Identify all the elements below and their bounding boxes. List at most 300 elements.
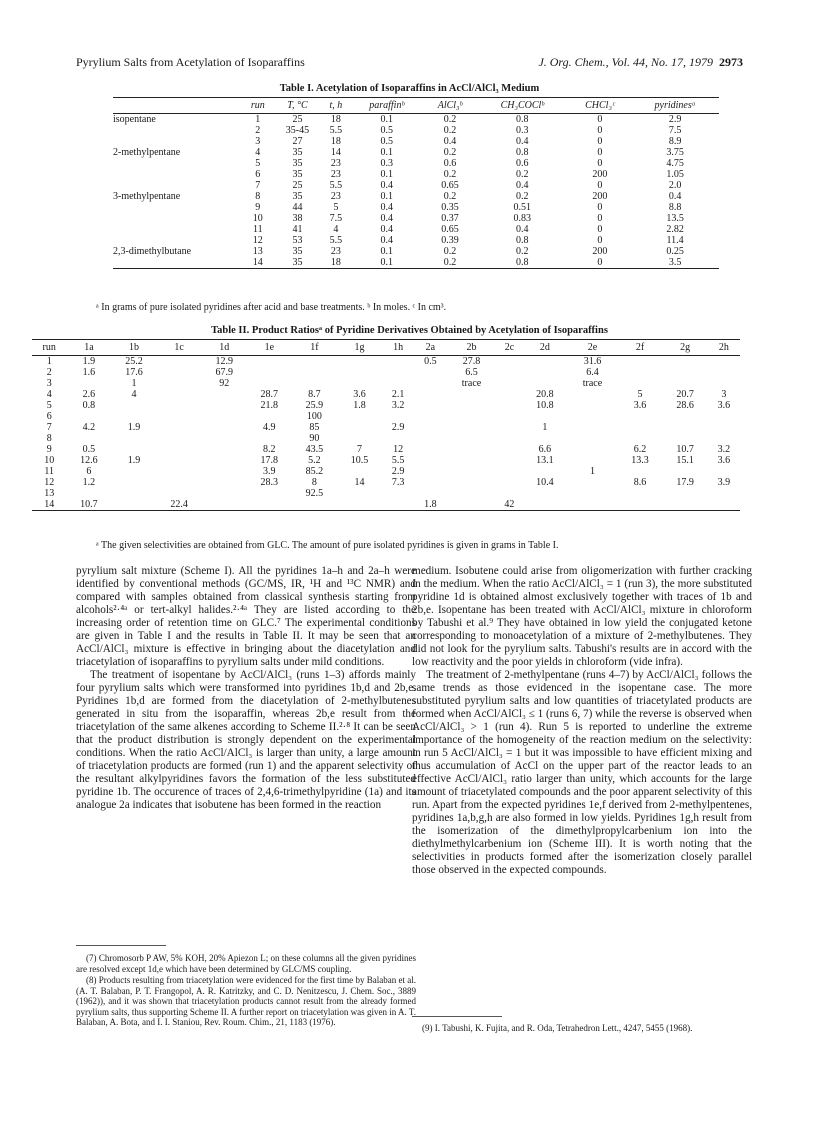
table2-cell [522, 466, 567, 477]
table1-footnote: ᵃ In grams of pure isolated pyridines after acid and base treatments. ᵇ In moles. ᶜ In cm³. [96, 302, 447, 313]
table1-cell: 0.4 [380, 180, 393, 191]
table2-cell [567, 411, 617, 422]
table2-cell: 6.2 [633, 444, 647, 455]
table2-cell: 5 [637, 389, 643, 400]
table2-cell: 92.5 [305, 488, 324, 499]
table2-cell: 90 [309, 433, 320, 444]
table1-cell: 11.4 [666, 235, 684, 246]
table1-cell: 7 [255, 180, 261, 191]
table2-cell [157, 400, 202, 411]
table1-row [113, 125, 719, 136]
table2-cell [157, 422, 202, 433]
table2-cell [247, 367, 292, 378]
table1-cell: 0.1 [380, 147, 393, 158]
table2-row [32, 488, 740, 499]
table2-cell [708, 422, 740, 433]
table2-row [32, 455, 740, 466]
table2-cell: 13.3 [631, 455, 649, 466]
table1-cell: 0.1 [380, 191, 393, 202]
table2-header-cell: 2c [504, 342, 515, 353]
table1-cell: 0.2 [516, 191, 529, 202]
table2-cell [446, 411, 496, 422]
paragraph: The treatment of isopentane by AcCl/AlCl₃ (runs 1–3) affords mainly four pyrylium salts which were transformed into pyridines 1b,d and 2b,e. Pyridines 1b,d are formed from the diacetylation of 2-methylbutenes generated in situ from the isoparaffin, whereas 2b,e result from the triacetylation of the same alkenes according to Scheme II.²·⁸ It can be seen that the product distribution is strongly dependent on the experimental conditions. When the ratio AcCl/AlCl₃ is larger than unity, a large amount of triacetylation products are formed (run 1) and the apparent selectivity of the resultant alkylpyridines favors the formation of the less substituted pyridine 1b. The occurence of traces of 2,4,6-trimethylpyridine (1a) and its analogue 2a indicates that isobutene has been formed in the reaction [76, 669, 416, 811]
table1-header-cell [113, 98, 243, 114]
table2-cell: 3.6 [353, 389, 366, 400]
table1-body [113, 114, 719, 269]
table2-cell: 13.1 [536, 455, 554, 466]
table2-cell: 3.9 [717, 477, 731, 488]
table2-cell [157, 367, 202, 378]
table2-cell: 7.3 [391, 477, 405, 488]
table2-cell: 3.9 [263, 466, 276, 477]
table2-cell [157, 488, 202, 499]
table1-cell: 18 [330, 136, 341, 147]
table1-cell: 6 [255, 169, 261, 180]
table1-cell: 0.2 [443, 169, 457, 180]
table2-cell: 12.6 [80, 455, 98, 466]
table1-cell: 14 [330, 147, 341, 158]
table2-header-cell: 2f [635, 342, 645, 353]
table1-cell: 0 [597, 224, 603, 235]
table2-cell [157, 444, 202, 455]
table1-cell: 0 [597, 147, 603, 158]
table2-cell [497, 378, 523, 389]
table1-row [113, 180, 719, 191]
table2-cell [202, 422, 247, 433]
table2-cell [414, 455, 446, 466]
table2-cell [382, 367, 414, 378]
table2-header-cell: run [42, 342, 56, 353]
table2-row [32, 466, 740, 477]
table2-cell [247, 356, 292, 368]
table1-cell: 0.4 [380, 224, 393, 235]
table2-cell: 25.2 [125, 356, 143, 367]
table2-cell: 12.9 [215, 356, 233, 367]
table2-row [32, 356, 740, 368]
body-column-right [412, 565, 752, 877]
table2-cell [497, 389, 523, 400]
table2-cell: 85 [309, 422, 320, 433]
table2-cell [157, 356, 202, 368]
table2-cell: 0.5 [82, 444, 96, 455]
table2-cell [708, 378, 740, 389]
table1-cell: 0.39 [441, 235, 459, 246]
table1-cell: 35 [292, 158, 303, 169]
footnotes-right [412, 1023, 752, 1035]
table2-body [32, 356, 740, 511]
table2-cell: 42 [504, 499, 515, 510]
table2-cell: 13 [44, 488, 55, 499]
table1-cell: 5.5 [329, 235, 343, 246]
table1-paraffin-cell [113, 169, 243, 180]
table1-paraffin-cell [113, 257, 243, 269]
table1-cell: 1.05 [666, 169, 684, 180]
table2-cell [497, 477, 523, 488]
table1-cell: 0.2 [443, 147, 457, 158]
table2-cell: 1.8 [424, 499, 437, 510]
table2-cell [111, 466, 156, 477]
table2-cell [446, 444, 496, 455]
paragraph: pyrylium salt mixture (Scheme I). All the pyridines 1a–h and 2a–h were identified by conventional methods (GC/MS, IR, ¹H and ¹³C NMR) and compared with samples obtained from classical synthesis starting from alcohols²·⁴ᵃ or tert-alkyl halides.²·⁴ᵃ They are listed according to the increasing order of retention time on GLC.⁷ The experimental conditions are given in Table I and the results in Table II. It may be seen that an AcCl/AlCl₃ mixture is effective in bringing about the diacetylation and triacetylation of isoparaffins to pyrylium salts under mild conditions. [76, 565, 416, 668]
table2-cell [202, 455, 247, 466]
table2-cell: 10.5 [350, 455, 369, 466]
table2-cell: 14 [44, 499, 55, 510]
table2-cell: 1.6 [82, 367, 96, 378]
table2-cell [522, 499, 567, 511]
table2-cell: 17.6 [125, 367, 143, 378]
table2-cell [522, 433, 567, 444]
table2-row [32, 422, 740, 433]
table2-cell [292, 499, 337, 511]
table2-cell: 31.6 [583, 356, 602, 367]
table2-header-row [32, 340, 740, 356]
table1-cell: 0 [597, 180, 603, 191]
running-head-journal [538, 55, 743, 70]
table1-caption: Table I. Acetylation of Isoparaffins in AcCl/AlCl₃ Medium [279, 83, 540, 94]
table1-cell: 0.2 [443, 246, 457, 257]
table2-cell: 7 [356, 444, 362, 455]
table1-cell: 35 [292, 191, 303, 202]
table2-cell [497, 411, 523, 422]
table1-paraffin-cell: 2,3-dimethylbutane [113, 246, 192, 257]
table2-cell: 1.9 [82, 356, 96, 367]
table2-cell [337, 411, 382, 422]
journal-citation: J. Org. Chem., Vol. 44, No. 17, 1979 [538, 55, 713, 69]
table2-cell [337, 433, 382, 444]
table1-cell: 41 [292, 224, 303, 235]
table1-cell: 18 [330, 257, 341, 268]
table2-cell [111, 400, 156, 411]
table2-cell: 1.9 [127, 455, 141, 466]
table2-cell [522, 356, 567, 368]
table2-cell: 5.5 [391, 455, 405, 466]
table2-cell [337, 356, 382, 368]
table2-cell [111, 411, 156, 422]
table2-cell: 1.2 [82, 477, 96, 488]
table2-cell [414, 444, 446, 455]
footnote: (9) I. Tabushi, K. Fujita, and R. Oda, Tetrahedron Lett., 4247, 5455 (1968). [422, 1023, 693, 1033]
table1-cell: 0.6 [516, 158, 529, 169]
table1-cell: 2.82 [666, 224, 684, 235]
table2-cell [414, 389, 446, 400]
table2-cell [337, 466, 382, 477]
table1-cell: 0.2 [443, 114, 457, 125]
table2-cell [708, 499, 740, 511]
table2-caption: Table II. Product Ratiosᵃ of Pyridine Derivatives Obtained by Acetylation of Isoparaffins [211, 325, 608, 336]
table1-cell: 35 [292, 147, 303, 158]
table1-cell: 0 [597, 114, 603, 125]
table1-row [113, 147, 719, 158]
table2-cell [111, 488, 156, 499]
table1-cell: 4 [333, 224, 339, 235]
table1-paraffin-cell: 3-methylpentane [113, 191, 181, 202]
table2-cell [414, 422, 446, 433]
table2-cell [414, 488, 446, 499]
page-number: 2973 [719, 55, 743, 69]
table2-cell: 9 [46, 444, 52, 455]
table1-cell: 200 [592, 191, 608, 202]
table1-cell: 0.8 [516, 235, 529, 246]
table2-cell: 12 [393, 444, 404, 455]
table2-cell [414, 378, 446, 389]
table1-cell: 0.51 [513, 202, 532, 213]
table2-cell: 3.2 [391, 400, 405, 411]
table2-cell [663, 466, 708, 477]
table2-cell: 3.6 [633, 400, 647, 411]
table2-cell [497, 356, 523, 368]
table1-cell: 12 [252, 235, 263, 246]
table2-cell: 3 [721, 389, 727, 400]
table2-cell: 28.6 [676, 400, 694, 411]
table1-paraffin-cell [113, 180, 243, 191]
table1-cell: 35-45 [285, 125, 310, 136]
table2-header-cell: 2d [539, 342, 550, 353]
table2-cell [157, 378, 202, 389]
table2-header-cell: 1h [393, 342, 404, 353]
table2-cell [497, 422, 523, 433]
table2-cell [617, 433, 662, 444]
table2-row [32, 400, 740, 411]
table1-cell: 0.3 [380, 158, 393, 169]
table1-cell: 2 [255, 125, 261, 136]
table2-cell [382, 356, 414, 368]
table2-cell: 2.6 [82, 389, 96, 400]
table1-cell: 0.65 [441, 180, 459, 191]
table2-cell: 85.2 [305, 466, 324, 477]
table2-cell [247, 433, 292, 444]
table2-cell: 1 [46, 356, 52, 367]
table2-cell [66, 378, 111, 389]
table2-cell [382, 488, 414, 499]
table1-row [113, 235, 719, 246]
table2-cell: 6 [86, 466, 92, 477]
table2-cell [202, 466, 247, 477]
table2-header-cell: 1c [174, 342, 184, 353]
table1-cell: 8.9 [668, 136, 682, 147]
table2-cell [446, 477, 496, 488]
table1-cell: 0.4 [516, 224, 529, 235]
table1-cell: 0 [597, 213, 603, 224]
table1-cell: 8.8 [668, 202, 682, 213]
table2-cell [292, 367, 337, 378]
table2-cell [497, 466, 523, 477]
table1-cell: 0.1 [380, 257, 393, 268]
table1-cell: 0.8 [516, 257, 529, 268]
table2-cell: 10.8 [536, 400, 554, 411]
table1-cell: 9 [255, 202, 261, 213]
table2-cell [202, 499, 247, 511]
table2-cell [111, 433, 156, 444]
table1-cell: 2.9 [668, 114, 682, 125]
table2-cell [663, 499, 708, 511]
table2-cell: 2 [46, 367, 52, 378]
table1-cell: 7.5 [668, 125, 682, 136]
table2-cell [617, 466, 662, 477]
table2-cell [567, 499, 617, 511]
table2-cell [247, 488, 292, 499]
table1-cell: 0.8 [516, 147, 529, 158]
table2-cell [708, 411, 740, 422]
table2-cell: 4.9 [263, 422, 276, 433]
table2-header-cell: 2a [425, 342, 436, 353]
table2-cell [414, 411, 446, 422]
table2-cell [663, 488, 708, 499]
table1-paraffin-cell: isopentane [113, 114, 156, 125]
table2-cell [617, 499, 662, 511]
table2-cell [337, 422, 382, 433]
table2-cell [663, 356, 708, 368]
table2-cell [337, 367, 382, 378]
paragraph: The treatment of 2-methylpentane (runs 4–7) by AcCl/AlCl₃ follows the same trends as those evidenced in the isopentane case. The more substituted pyrylium salts and low quantities of triacetylated products are formed when AcCl/AlCl₃ ≤ 1 (runs 6, 7) while the reverse is observed when AcCl/AlCl₃ > 1 (run 4). Run 5 is reported to underline the extreme importance of the homogeneity of the reaction medium on the selectivity: in run 5 AcCl/AlCl₃ = 1 but it was impossible to have efficient mixing and thus accumulation of AcCl on the upper part of the reactor leads to an effective AcCl/AlCl₃ ratio larger than unity, which accounts for the large amount of triacetylated compounds and the poor apparent selectivity of this run. Apart from the expected pyridines 1e,f derived from 2-methylpentenes, pyridines 1a,b,g,h are also formed in low yields. Pyridines 1g,h result from the isomerization of the dimethylpropylcarbenium ion into the diethylmethylcarbenium ion (Scheme III). It is worth noting that the selectivities in products formed after the isomerization closely parallel those observed in the expected compounds. [412, 669, 752, 876]
table2-cell [446, 400, 496, 411]
table1-row [113, 213, 719, 224]
table1-cell: 35 [292, 169, 303, 180]
table1-cell: 53 [292, 235, 303, 246]
table2-cell [202, 433, 247, 444]
table2-cell [567, 400, 617, 411]
table1-cell: 2.0 [668, 180, 682, 191]
table2-cell [446, 422, 496, 433]
table1-cell: 23 [330, 158, 341, 169]
table1-paraffin-cell [113, 235, 243, 246]
table2-cell [708, 466, 740, 477]
table2-cell [414, 400, 446, 411]
table1-cell: 0 [597, 136, 603, 147]
table2-cell: 6 [46, 411, 52, 422]
table2-cell: 22.4 [170, 499, 188, 510]
table2-cell [446, 466, 496, 477]
table1-cell: 0 [597, 202, 603, 213]
table2-cell [157, 411, 202, 422]
table1-cell: 3 [255, 136, 261, 147]
table1-cell: 27 [292, 136, 303, 147]
table2-row [32, 499, 740, 511]
table1-cell: 5 [255, 158, 261, 169]
table2-cell: 4 [131, 389, 137, 400]
table1-cell: 0.5 [380, 125, 393, 136]
table2-cell: 67.9 [215, 367, 233, 378]
table1-cell: 0.4 [380, 202, 393, 213]
table2-cell: 11 [44, 466, 54, 477]
table2-cell: trace [461, 378, 482, 389]
table1-cell: 0.35 [441, 202, 459, 213]
table2-cell: 10.4 [536, 477, 554, 488]
table1-cell: 0.2 [443, 125, 457, 136]
table1-header-cell: AlCl₃ᵇ [437, 100, 463, 111]
table1-header-cell: T, °C [287, 100, 308, 111]
table2-cell: 7 [46, 422, 52, 433]
table1-header-cell: t, h [329, 100, 343, 111]
table2-row [32, 477, 740, 488]
table2-cell: 28.7 [260, 389, 279, 400]
table2-cell [202, 400, 247, 411]
table1-cell: 5.5 [329, 125, 343, 136]
table2-cell [382, 499, 414, 511]
table1-header-cell: paraffinᵇ [369, 100, 405, 111]
footnote-rule [412, 1016, 502, 1017]
table2-cell: 10.7 [676, 444, 694, 455]
table2-cell [382, 411, 414, 422]
table2-cell: 6.5 [465, 367, 478, 378]
table1-cell: 0 [597, 235, 603, 246]
table2-cell [497, 444, 523, 455]
table2-cell [663, 367, 708, 378]
table2-cell: 8 [46, 433, 52, 444]
table2-cell: 8.7 [308, 389, 321, 400]
table1-cell: 23 [330, 169, 341, 180]
table1-row [113, 202, 719, 213]
table2-cell: 6.6 [538, 444, 552, 455]
table1-row [113, 191, 719, 202]
table2-cell [446, 499, 496, 511]
table2-cell [567, 389, 617, 400]
table1-paraffin-cell [113, 202, 243, 213]
table1-paraffin-cell [113, 136, 243, 147]
table2-cell [522, 378, 567, 389]
table2-row [32, 444, 740, 455]
table2-cell [446, 488, 496, 499]
table2-cell: 4.2 [82, 422, 96, 433]
table2-cell [708, 367, 740, 378]
table2-cell [567, 455, 617, 466]
table2-cell [111, 499, 156, 511]
table2-row [32, 367, 740, 378]
table2-cell [157, 433, 202, 444]
body-column-left [76, 565, 416, 812]
table1-row [113, 158, 719, 169]
table1-cell: 23 [330, 246, 341, 257]
table2-cell [337, 378, 382, 389]
table2-cell [414, 477, 446, 488]
table1-cell: 0.4 [516, 180, 529, 191]
table1-cell: 11 [252, 224, 263, 235]
table2-cell: 1 [542, 422, 548, 433]
table2-header-cell: 1d [219, 342, 230, 353]
table2-header-cell: 2b [466, 342, 477, 353]
table2-cell: 10.7 [80, 499, 98, 510]
table1-cell: 8 [255, 191, 261, 202]
table2-cell: 8.6 [633, 477, 647, 488]
footnote: (8) Products resulting from triacetylation were evidenced for the first time by Balaban et al. (A. T. Balaban, P. T. Frangopol, A. R. Katritzky, and C. D. Nenitzescu, J. Chem. Soc., 3889 (1962)), and it was shown that triacetylation products cannot result from the already formed pyrylium salts, thus supporting Scheme II. A further report on triacetylation was given in A. T. Balaban, A. Bota, and I. I. Staniou, Rev. Roum. Chim., 21, 1183 (1976). [76, 975, 416, 1027]
table1-cell: 18 [330, 114, 341, 125]
table1-cell: 0.2 [516, 246, 529, 257]
table2-cell [202, 488, 247, 499]
table2-cell [446, 389, 496, 400]
table2-cell [497, 455, 523, 466]
table1-cell: 0.25 [666, 246, 684, 257]
table2-cell [414, 433, 446, 444]
table2-cell [708, 488, 740, 499]
table2-cell [66, 488, 111, 499]
table1-row [113, 169, 719, 180]
table2-cell [522, 411, 567, 422]
table1-cell: 0.1 [380, 114, 393, 125]
table1-header-cell: pyridinesᵃ [654, 100, 696, 111]
table2-cell [497, 367, 523, 378]
table1-paraffin-cell [113, 224, 243, 235]
table2-cell [202, 411, 247, 422]
table2-cell: 3.2 [717, 444, 731, 455]
table2-cell [663, 433, 708, 444]
table2-cell [202, 444, 247, 455]
table1-cell: 200 [592, 169, 608, 180]
table1-cell: 0.2 [516, 169, 529, 180]
table2-cell [202, 389, 247, 400]
table2-header-cell: 1e [264, 342, 275, 353]
footnote-rule [76, 945, 166, 946]
table2-cell [617, 378, 662, 389]
table1-cell: 0.4 [380, 213, 393, 224]
